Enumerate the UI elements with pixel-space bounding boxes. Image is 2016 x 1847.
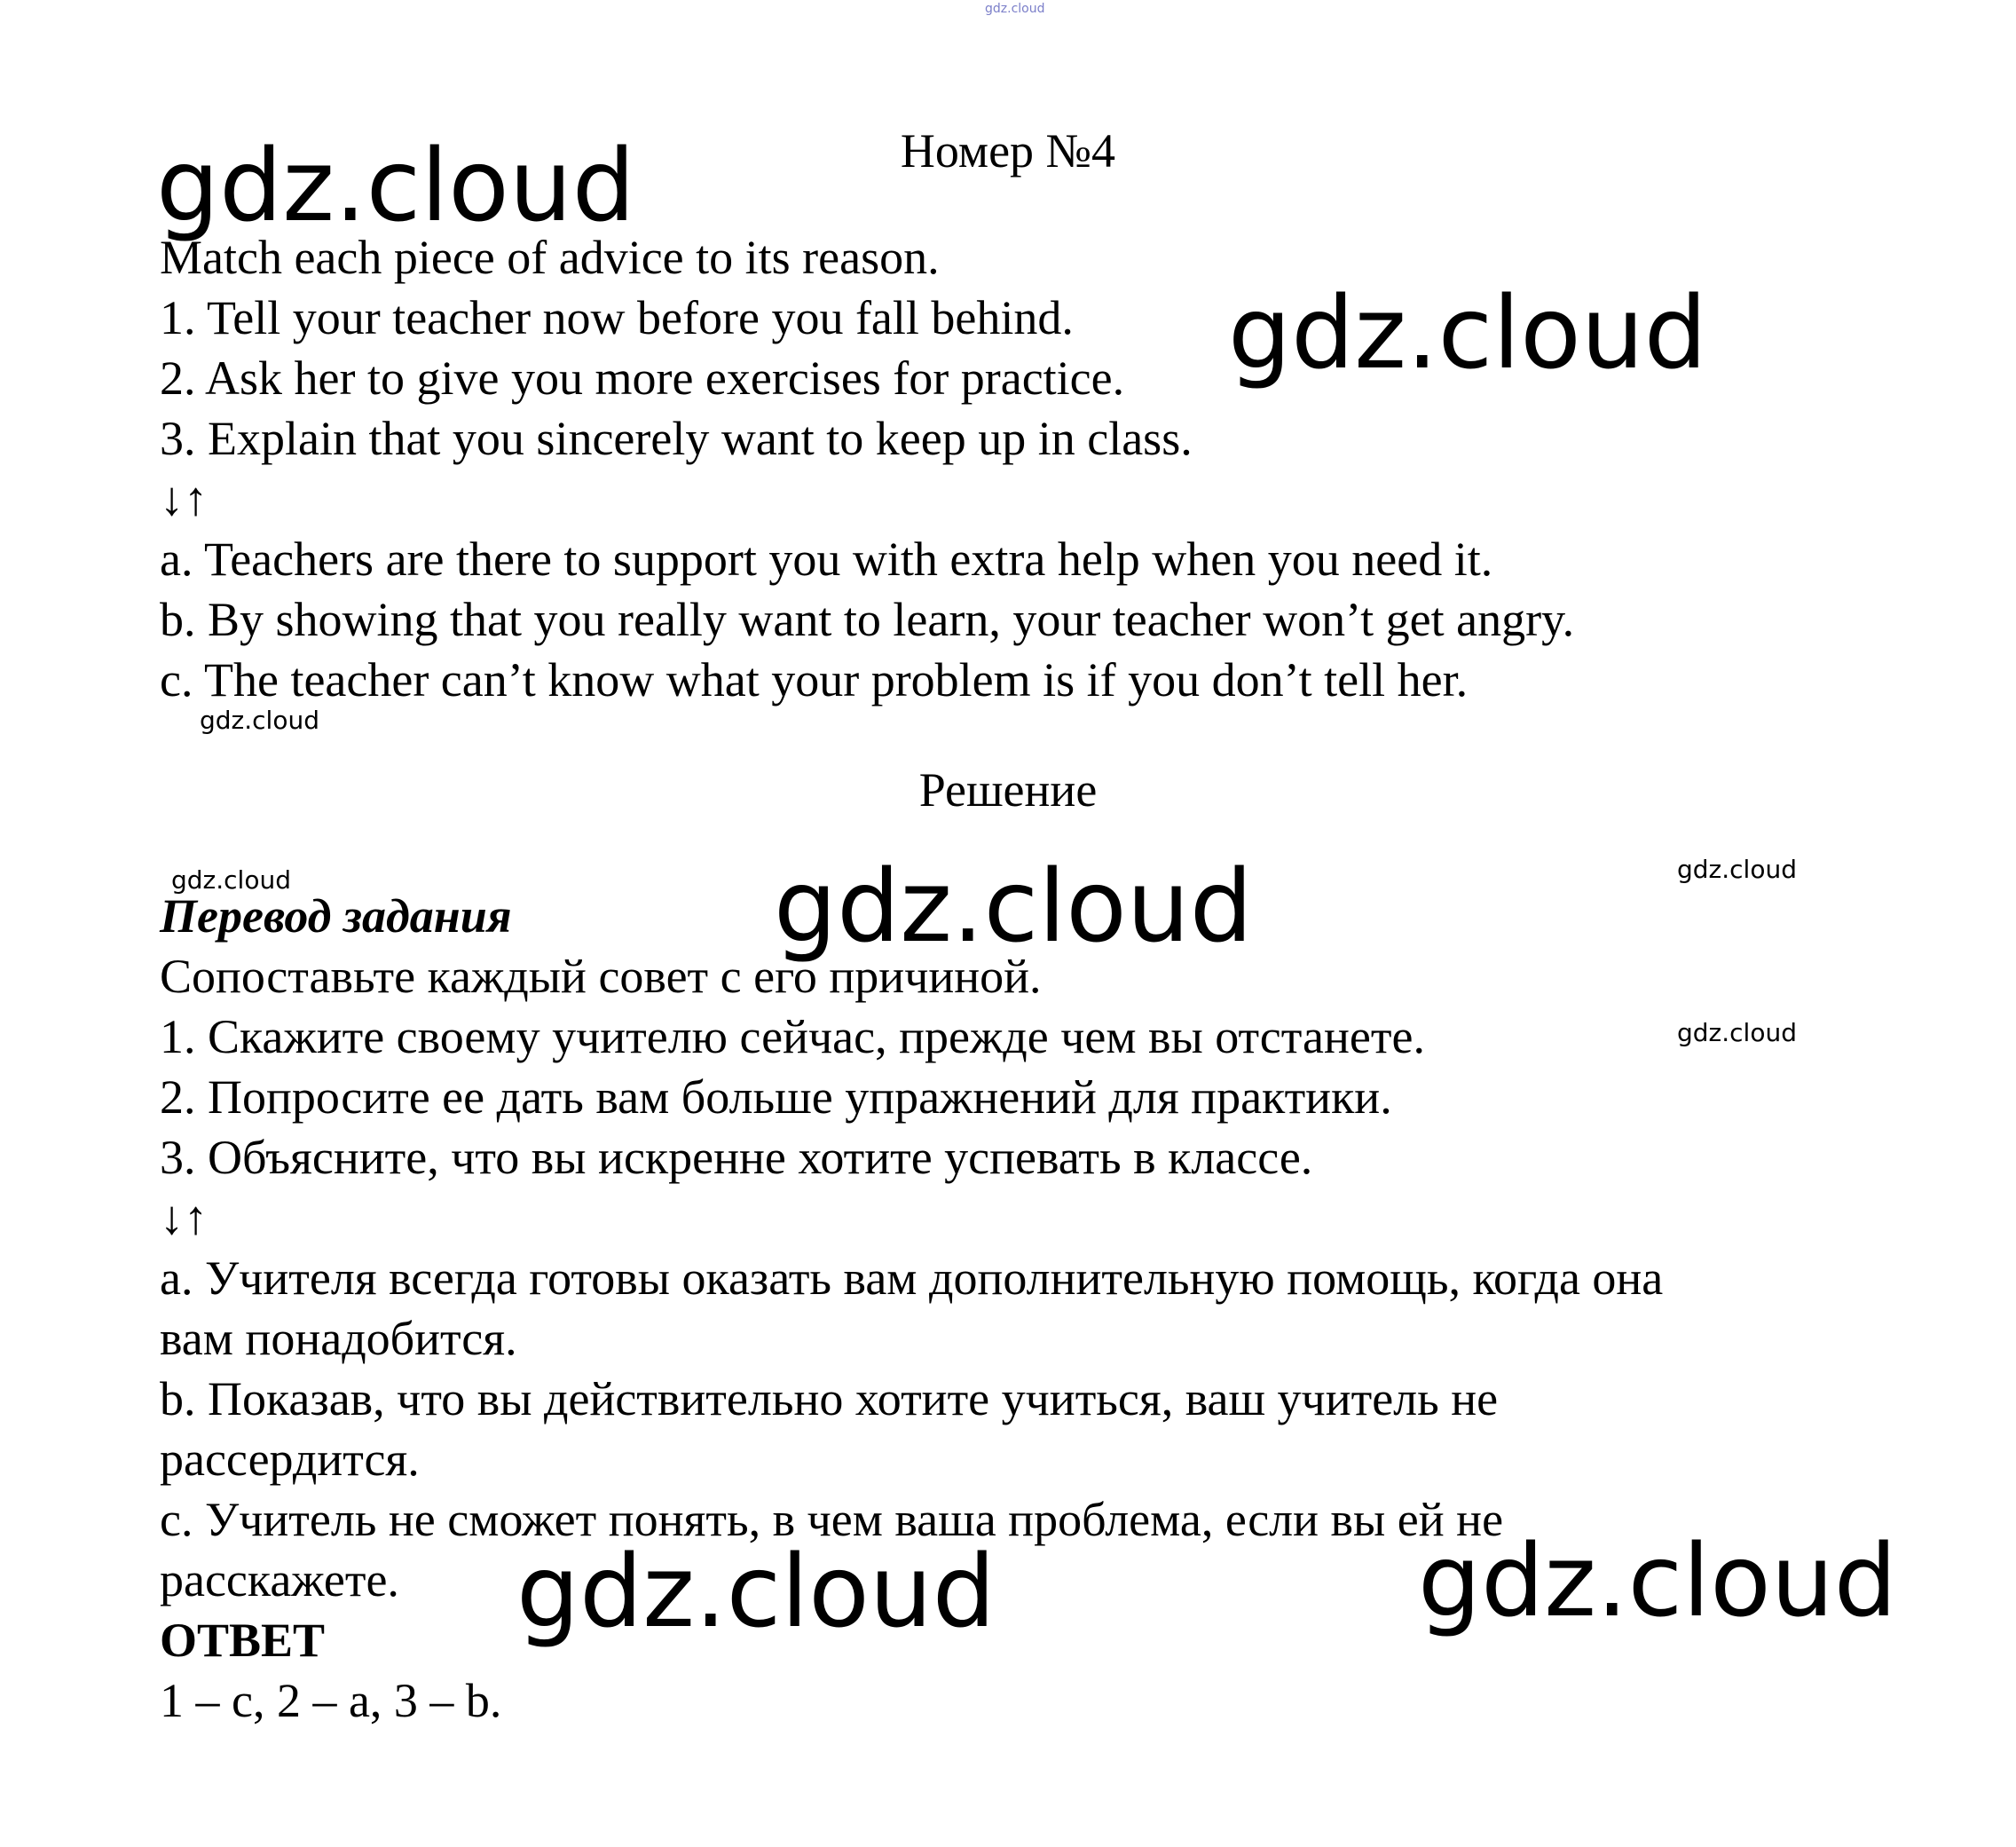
watermark: gdz.cloud [1228,276,1707,391]
solution-title: Решение [918,763,1098,817]
task-item: 1. Tell your teacher now before you fall behind. [160,291,1074,344]
watermark: gdz.cloud [171,865,291,895]
solution-reason: a. Учителя всегда готовы оказать вам дополнительную помощь, когда она [160,1251,1664,1305]
watermark: gdz.cloud [1677,855,1797,884]
watermark: gdz.cloud [200,706,319,735]
translation-heading: Перевод задания [160,889,512,943]
solution-item: 1. Скажите своему учителю сейчас, прежде чем вы отстанете. [160,1010,1425,1063]
solution-reason: b. Показав, что вы действительно хотите учиться, ваш учитель не [160,1372,1499,1425]
watermark: gdz.cloud [1677,1018,1797,1047]
watermark: gdz.cloud [516,1535,996,1650]
solution-reason: рассердится. [160,1433,420,1486]
solution-intro: Сопоставьте каждый совет с его причиной. [160,950,1042,1003]
task-reason: c. The teacher can’t know what your problem is if you don’t tell her. [160,653,1469,706]
watermark: gdz.cloud [774,849,1253,965]
solution-reason: вам понадобится. [160,1312,517,1365]
answer-text: 1 – c, 2 – a, 3 – b. [160,1674,502,1727]
match-arrows: ↓↑ [160,472,208,525]
task-reason: b. By showing that you really want to learn, your teacher won’t get angry. [160,593,1575,646]
task-intro: Match each piece of advice to its reason. [160,231,940,284]
top-watermark: gdz.cloud [985,2,1045,16]
solution-reason: c. Учитель не сможет понять, в чем ваша проблема, если вы ей не [160,1493,1504,1546]
solution-item: 2. Попросите ее дать вам больше упражнений для практики. [160,1070,1392,1124]
solution-reason: расскажете. [160,1553,399,1606]
task-reason: a. Teachers are there to support you with extra help when you need it. [160,533,1493,586]
task-item: 2. Ask her to give you more exercises for practice. [160,351,1125,405]
answer-heading: ОТВЕТ [160,1614,326,1667]
watermark: gdz.cloud [156,129,635,244]
page-title: Номер №4 [900,124,1116,178]
solution-item: 3. Объясните, что вы искренне хотите успевать в классе. [160,1131,1313,1184]
task-item: 3. Explain that you sincerely want to keep up in class. [160,412,1193,465]
match-arrows: ↓↑ [160,1191,208,1244]
watermark: gdz.cloud [1418,1524,1897,1639]
